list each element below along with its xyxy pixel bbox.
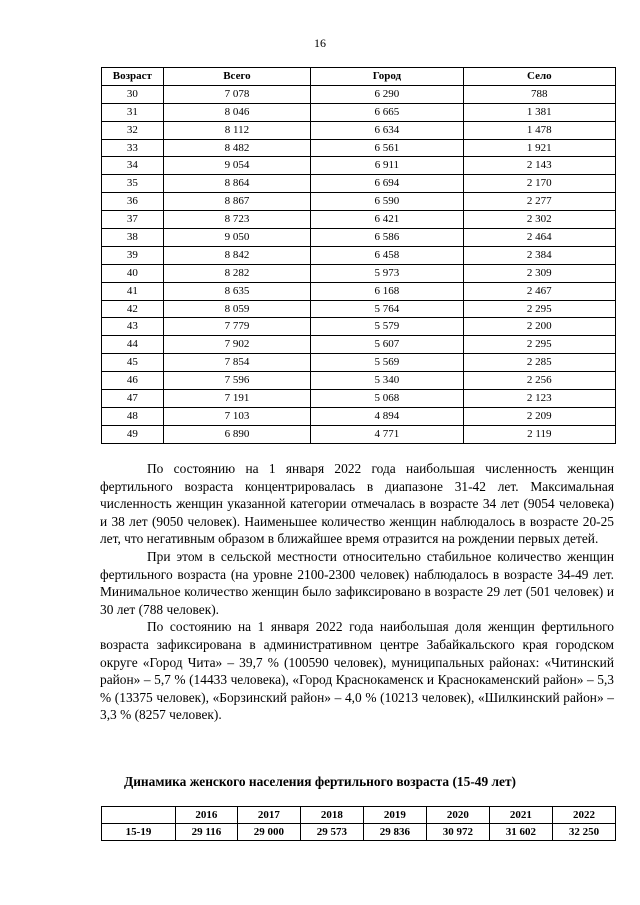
city-cell: 6 694 <box>311 175 463 193</box>
age-cell: 47 <box>102 390 164 408</box>
city-cell: 6 911 <box>311 157 463 175</box>
header-age: Возраст <box>102 68 164 86</box>
village-cell: 2 467 <box>463 282 615 300</box>
value-cell: 31 602 <box>489 824 552 841</box>
dynamics-table <box>101 806 616 841</box>
village-cell: 2 295 <box>463 336 615 354</box>
value-cell: 29 836 <box>363 824 426 841</box>
age-cell: 34 <box>102 157 164 175</box>
dynamics-header-row <box>102 807 616 824</box>
table-row <box>102 282 616 300</box>
age-table-header-row <box>102 68 616 86</box>
total-cell: 9 054 <box>163 157 310 175</box>
age-cell: 49 <box>102 425 164 443</box>
total-cell: 7 103 <box>163 407 310 425</box>
table-row <box>102 300 616 318</box>
value-cell: 29 000 <box>237 824 300 841</box>
village-cell: 2 384 <box>463 246 615 264</box>
city-cell: 5 973 <box>311 264 463 282</box>
page-number: 16 <box>314 36 326 50</box>
village-cell: 2 295 <box>463 300 615 318</box>
village-cell: 2 256 <box>463 372 615 390</box>
table-row <box>102 211 616 229</box>
total-cell: 8 635 <box>163 282 310 300</box>
city-cell: 6 290 <box>311 85 463 103</box>
total-cell: 8 482 <box>163 139 310 157</box>
table-row <box>102 425 616 443</box>
city-cell: 6 590 <box>311 193 463 211</box>
section-title: Динамика женского населения фертильного возраста (15-49 лет) <box>123 774 517 789</box>
city-cell: 5 340 <box>311 372 463 390</box>
value-cell: 30 972 <box>426 824 489 841</box>
row-label: 15-19 <box>102 824 176 841</box>
table-row <box>102 139 616 157</box>
paragraph: По состоянию на 1 января 2022 года наибольшая доля женщин фертильного возраста зафиксирована в административном центре Забайкальского края городском округе «Город Чита» – 39,7 % (100590 человек), муниципальных районах: «Читинский район» – 5,7 % (14433 человека), «Город Краснокаменск и Краснокаменский район» – 5,3 % (13375 человек), «Борзинский район» – 4,0 % (10213 человек), «Шилкинский район» – 3,3 % (8257 человек). <box>100 619 614 723</box>
table-row <box>102 193 616 211</box>
total-cell: 8 867 <box>163 193 310 211</box>
total-cell: 8 864 <box>163 175 310 193</box>
total-cell: 8 046 <box>163 103 310 121</box>
village-cell: 2 170 <box>463 175 615 193</box>
header-city: Город <box>311 68 463 86</box>
total-cell: 7 191 <box>163 390 310 408</box>
total-cell: 9 050 <box>163 229 310 247</box>
total-cell: 8 112 <box>163 121 310 139</box>
age-cell: 31 <box>102 103 164 121</box>
total-cell: 8 723 <box>163 211 310 229</box>
table-row <box>102 318 616 336</box>
city-cell: 5 764 <box>311 300 463 318</box>
city-cell: 6 168 <box>311 282 463 300</box>
age-cell: 39 <box>102 246 164 264</box>
year-cell: 2016 <box>176 807 238 824</box>
header-village: Село <box>463 68 615 86</box>
age-cell: 46 <box>102 372 164 390</box>
city-cell: 4 894 <box>311 407 463 425</box>
city-cell: 5 579 <box>311 318 463 336</box>
header-total: Всего <box>163 68 310 86</box>
year-cell: 2018 <box>300 807 363 824</box>
village-cell: 788 <box>463 85 615 103</box>
table-row <box>102 336 616 354</box>
table-row <box>102 264 616 282</box>
total-cell: 8 842 <box>163 246 310 264</box>
value-cell: 29 116 <box>176 824 238 841</box>
age-cell: 36 <box>102 193 164 211</box>
city-cell: 6 421 <box>311 211 463 229</box>
total-cell: 8 282 <box>163 264 310 282</box>
year-cell: 2017 <box>237 807 300 824</box>
table-row <box>102 85 616 103</box>
village-cell: 2 285 <box>463 354 615 372</box>
value-cell: 29 573 <box>300 824 363 841</box>
year-cell: 2020 <box>426 807 489 824</box>
village-cell: 2 464 <box>463 229 615 247</box>
year-cell: 2019 <box>363 807 426 824</box>
village-cell: 1 381 <box>463 103 615 121</box>
village-cell: 2 123 <box>463 390 615 408</box>
city-cell: 6 561 <box>311 139 463 157</box>
table-row <box>102 175 616 193</box>
total-cell: 7 779 <box>163 318 310 336</box>
age-cell: 45 <box>102 354 164 372</box>
total-cell: 7 078 <box>163 85 310 103</box>
age-cell: 30 <box>102 85 164 103</box>
table-row <box>102 157 616 175</box>
village-cell: 2 277 <box>463 193 615 211</box>
village-cell: 1 478 <box>463 121 615 139</box>
dynamics-header-blank <box>102 807 176 824</box>
age-cell: 48 <box>102 407 164 425</box>
paragraph: При этом в сельской местности относительно стабильное количество женщин фертильного возраста (на уровне 2100-2300 человек) наблюдалось в возрасте 34-49 лет. Минимальное количество женщин было зафиксировано в возрасте 29 лет (501 человек) и 30 лет (788 человек). <box>100 548 614 617</box>
age-cell: 41 <box>102 282 164 300</box>
age-cell: 37 <box>102 211 164 229</box>
table-row <box>102 354 616 372</box>
city-cell: 5 607 <box>311 336 463 354</box>
village-cell: 2 143 <box>463 157 615 175</box>
age-cell: 42 <box>102 300 164 318</box>
village-cell: 2 119 <box>463 425 615 443</box>
age-cell: 40 <box>102 264 164 282</box>
total-cell: 7 854 <box>163 354 310 372</box>
age-cell: 43 <box>102 318 164 336</box>
city-cell: 6 458 <box>311 246 463 264</box>
age-table <box>101 67 616 444</box>
paragraph: По состоянию на 1 января 2022 года наибольшая численность женщин фертильного возраста концентрировалась в диапазоне 31-42 лет. Максимальная численность женщин указанной категории отмечалась в возрасте 34 лет (9054 человека) и 38 лет (9050 человек). Наименьшее количество женщин наблюдалось в возрасте 20-25 лет, что негативным образом в ближайшее время отразится на рождении первых детей. <box>100 461 614 547</box>
table-row <box>102 229 616 247</box>
city-cell: 5 068 <box>311 390 463 408</box>
table-row <box>102 407 616 425</box>
city-cell: 6 586 <box>311 229 463 247</box>
age-cell: 33 <box>102 139 164 157</box>
city-cell: 4 771 <box>311 425 463 443</box>
city-cell: 6 634 <box>311 121 463 139</box>
total-cell: 7 596 <box>163 372 310 390</box>
year-cell: 2022 <box>552 807 615 824</box>
age-cell: 38 <box>102 229 164 247</box>
age-cell: 44 <box>102 336 164 354</box>
city-cell: 6 665 <box>311 103 463 121</box>
dynamics-row <box>102 824 616 841</box>
village-cell: 2 302 <box>463 211 615 229</box>
year-cell: 2021 <box>489 807 552 824</box>
table-row <box>102 103 616 121</box>
city-cell: 5 569 <box>311 354 463 372</box>
age-cell: 32 <box>102 121 164 139</box>
village-cell: 1 921 <box>463 139 615 157</box>
total-cell: 6 890 <box>163 425 310 443</box>
table-row <box>102 390 616 408</box>
table-row <box>102 372 616 390</box>
value-cell: 32 250 <box>552 824 615 841</box>
table-row <box>102 246 616 264</box>
age-cell: 35 <box>102 175 164 193</box>
village-cell: 2 200 <box>463 318 615 336</box>
village-cell: 2 309 <box>463 264 615 282</box>
table-row <box>102 121 616 139</box>
total-cell: 7 902 <box>163 336 310 354</box>
body-text <box>100 460 614 724</box>
village-cell: 2 209 <box>463 407 615 425</box>
total-cell: 8 059 <box>163 300 310 318</box>
